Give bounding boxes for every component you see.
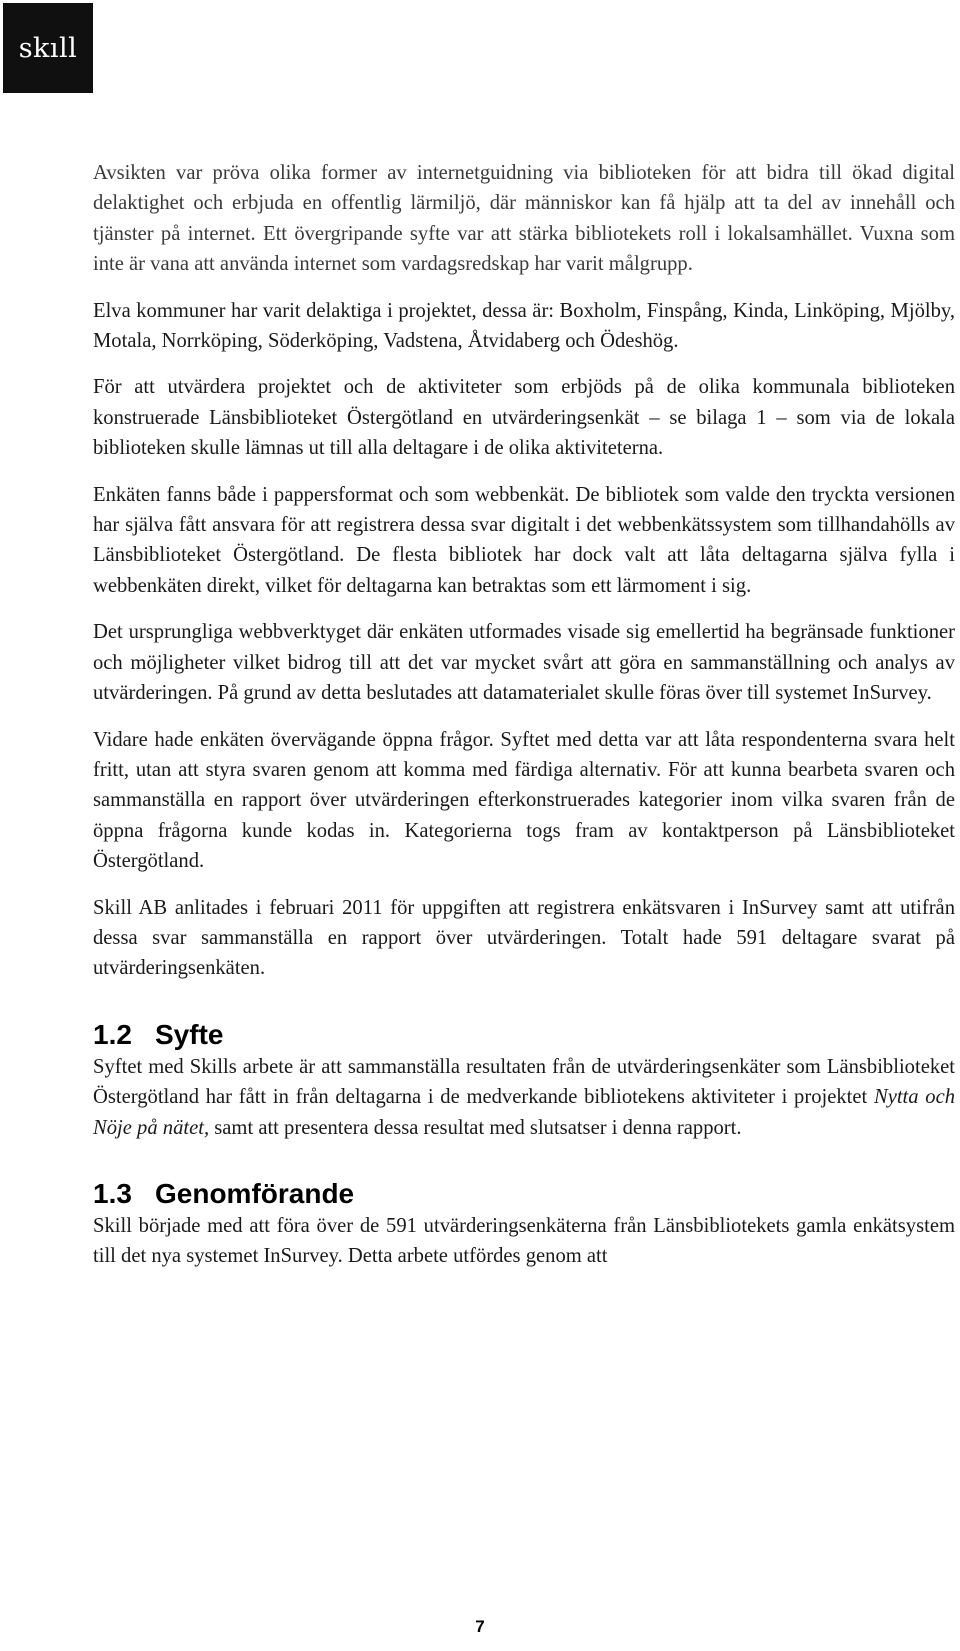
logo-text: skıll [18,32,78,64]
syfte-text-before: Syftet med Skills arbete är att sammanställa resultaten från de utvärderingsenkäter som Länsbiblioteket Östergötland har fått in från deltagarna i de medverkande bibliotekens aktiviteter i projektet [93,1055,955,1109]
section-number: 1.3 [93,1177,132,1209]
skill-logo [3,3,93,93]
paragraph-genomforande: Skill började med att föra över de 591 utvärderingsenkäterna från Länsbibliotekets gamla enkätsystem till det nya systemet InSurvey. Detta arbete utfördes genom att [93,1214,955,1268]
section-heading-genomforande [93,1177,955,1211]
paragraph-evaluation: För att utvärdera projektet och de aktiviteter som erbjöds på de olika kommunala biblioteken konstruerade Länsbiblioteket Östergötland en utvärderingsenkät – se bilaga 1 – som via de lokala biblioteken skulle lämnas ut till alla deltagare i de olika aktiviteterna. [93,376,955,460]
section-title: Genomförande [155,1177,355,1209]
syfte-text-after: samt att presentera dessa resultat med slutsatser i denna rapport. [209,1116,742,1139]
project-name: Nytta och Nöje på nätet, [93,1086,956,1139]
section-number: 1.2 [93,1018,132,1050]
document-body [93,158,955,1288]
paragraph-municipalities: Elva kommuner har varit delaktiga i projektet, dessa är: Boxholm, Finspång, Kinda, Linköping, Mjölby, Motala, Norrköping, Söderköping, Vadstena, Åtvidaberg och Ödeshög. [93,299,955,353]
section-heading-syfte [93,1018,955,1052]
paragraph-purpose: Avsikten var pröva olika former av internetguidning via biblioteken för att bidra till ökad digital delaktighet och erbjuda en offentlig lärmiljö, där människor kan få hjälp att ta del av innehåll och tjänster på internet. Ett övergripande syfte var att stärka bibliotekets roll i lokalsamhället. Vuxna som inte är vana att använda internet som vardagsredskap har varit målgrupp. [93,162,955,276]
paragraph-web-tool: Det ursprungliga webbverktyget där enkäten utformades visade sig emellertid ha begränsade funktioner och möjligheter vilket bidrog till att det var mycket svårt att göra en sammanställning och analys av utvärderingen. På grund av detta beslutades att datamaterialet skulle föras över till systemet InSurvey. [93,621,955,705]
page-number: 7 [475,1617,485,1636]
paragraph-survey-format: Enkäten fanns både i pappersformat och som webbenkät. De bibliotek som valde den tryckta versionen har själva fått ansvara för att registrera dessa svar digitalt i det webbenkätssystem som tillhandahölls av Länsbiblioteket Östergötland. De flesta bibliotek har dock valt att låta deltagarna själva fylla i webbenkäten direkt, vilket för deltagarna kan betraktas som ett lärmoment i sig. [93,483,955,597]
paragraph-syfte [93,1052,955,1143]
paragraph-skill-assignment: Skill AB anlitades i februari 2011 för uppgiften att registrera enkätsvaren i InSurvey samt att utifrån dessa svar sammanställa en rapport över utvärderingen. Totalt hade 591 deltagare svarat på utvärderingsenkäten. [93,896,955,980]
section-title: Syfte [155,1018,224,1050]
paragraph-open-questions: Vidare hade enkäten övervägande öppna frågor. Syftet med detta var att låta respondenterna svara helt fritt, utan att styra svaren genom att komma med färdiga alternativ. För att kunna bearbeta svaren och sammanställa en rapport över utvärderingen efterkonstruerades kategorier inom vilka svaren från de öppna frågorna kunde kodas in. Kategorierna togs fram av kontaktperson på Länsbiblioteket Östergötland. [93,728,955,873]
